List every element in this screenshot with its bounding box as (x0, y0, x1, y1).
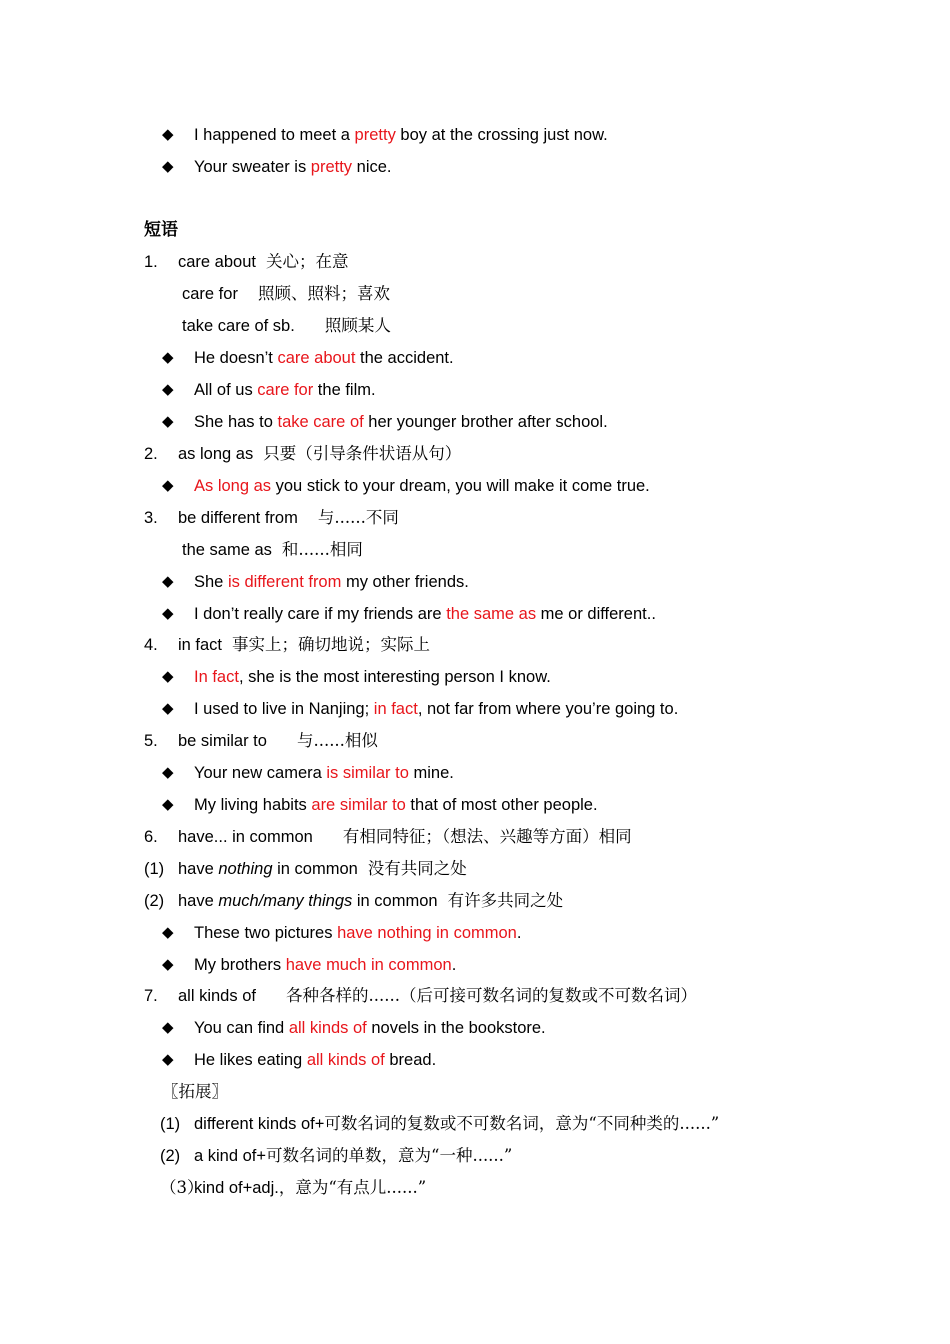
bullet-icon: ◆ (162, 700, 174, 717)
phrase: the same as (182, 541, 272, 559)
phrase: take care of sb. (182, 317, 295, 335)
phrase-heading (178, 251, 348, 273)
related-phrase (182, 283, 390, 305)
highlight: is similar to (326, 764, 409, 782)
phrase-meaning: 没有共同之处 (367, 859, 467, 878)
highlight: care for (257, 381, 314, 399)
phrase-meaning: 有许多共同之处 (447, 891, 564, 910)
text: her younger brother after school. (363, 413, 608, 431)
text: boy at the crossing just now. (395, 126, 608, 144)
example-sentence (194, 156, 392, 178)
example-sentence (194, 124, 608, 146)
text: Your new camera (194, 764, 327, 782)
highlight: pretty (310, 158, 353, 176)
text: have (178, 860, 219, 878)
highlight: in fact (373, 700, 418, 718)
related-phrase (182, 539, 363, 561)
bullet-icon: ◆ (162, 413, 174, 430)
phrase-meaning: 有相同特征；（想法、兴趣等方面）相同 (342, 827, 632, 846)
highlight: In fact (194, 668, 239, 686)
example-sentence (194, 475, 650, 497)
sub-item-number: (2) (144, 892, 165, 910)
phrase-meaning: 照顾某人 (324, 316, 391, 335)
highlight: are similar to (311, 796, 406, 814)
text: You can find (194, 1019, 289, 1037)
extension-title: 〖拓展〗 (162, 1082, 228, 1101)
phrase-meaning: 与......不同 (317, 508, 399, 527)
text: have (178, 892, 219, 910)
item-number: 4. (144, 636, 158, 654)
bullet-icon: ◆ (162, 349, 174, 366)
highlight: all kinds of (288, 1019, 367, 1037)
text: novels in the bookstore. (366, 1019, 546, 1037)
related-phrase (182, 315, 391, 337)
text: All of us (194, 381, 258, 399)
bullet-icon: ◆ (162, 924, 174, 941)
highlight: all kinds of (306, 1051, 385, 1069)
item-number: 1. (144, 253, 158, 271)
text: He likes eating (194, 1051, 307, 1069)
bullet-icon: ◆ (162, 1019, 174, 1036)
phrase-heading (178, 443, 461, 465)
highlight: the same as (446, 605, 537, 623)
text: different kinds of+ (194, 1115, 325, 1133)
highlight: As long as (194, 477, 272, 495)
text: , she is the most interesting person I know. (238, 668, 551, 686)
text: These two pictures (194, 924, 338, 942)
text: I used to live in Nanjing; (194, 700, 374, 718)
related-phrase (178, 890, 563, 912)
bullet-icon: ◆ (162, 477, 174, 494)
text: She has to (194, 413, 278, 431)
text: you stick to your dream, you will make it come true. (271, 477, 650, 495)
example-sentence (194, 666, 551, 688)
text: in common (272, 860, 358, 878)
phrase: all kinds of (178, 987, 256, 1005)
phrase-heading (178, 730, 378, 752)
highlight: have much in common (285, 956, 452, 974)
extension-item (194, 1113, 719, 1135)
example-sentence (194, 1049, 436, 1071)
item-number: 3. (144, 509, 158, 527)
phrase-meaning: 各种各样的......（后可接可数名词的复数或不可数名词） (285, 986, 697, 1005)
text: the film. (313, 381, 376, 399)
phrase-meaning: 与......相似 (296, 731, 378, 750)
bullet-icon: ◆ (162, 605, 174, 622)
text: . (451, 956, 457, 974)
phrase: in fact (178, 636, 223, 654)
italic-text: nothing (218, 860, 273, 878)
italic-text: much/many things (218, 892, 353, 910)
example-sentence (194, 1017, 546, 1039)
bullet-icon: ◆ (162, 764, 174, 781)
text: nice. (352, 158, 392, 176)
text: me or different.. (536, 605, 656, 623)
phrase: as long as (178, 445, 254, 463)
bullet-icon: ◆ (162, 956, 174, 973)
example-sentence (194, 922, 521, 944)
example-sentence (194, 347, 454, 369)
bullet-icon: ◆ (162, 668, 174, 685)
text: He doesn’t (194, 349, 278, 367)
sub-item-number: (1) (144, 860, 165, 878)
text: kind of+adj. (194, 1179, 279, 1197)
example-sentence (194, 411, 608, 433)
item-number: 7. (144, 987, 158, 1005)
phrase-heading (178, 634, 430, 656)
phrase-meaning: 关心；在意 (265, 252, 349, 271)
example-sentence (194, 571, 469, 593)
text: a kind of+ (194, 1147, 267, 1165)
text: mine. (408, 764, 454, 782)
example-sentence (194, 794, 598, 816)
highlight: pretty (354, 126, 396, 144)
text: the accident. (355, 349, 454, 367)
phrase-meaning: 和......相同 (281, 540, 363, 559)
section-heading: 短语 (144, 220, 178, 240)
highlight: take care of (277, 413, 364, 431)
text: . (516, 924, 522, 942)
example-sentence (194, 603, 656, 625)
item-number: 2. (144, 445, 158, 463)
bullet-icon: ◆ (162, 158, 174, 175)
text: I happened to meet a (194, 126, 355, 144)
phrase-heading (178, 826, 632, 848)
extension-item (194, 1145, 512, 1167)
phrase: have... in common (178, 828, 313, 846)
text: , not far from where you’re going to. (417, 700, 679, 718)
phrase-heading (178, 507, 399, 529)
sub-item-number: (1) (160, 1115, 181, 1133)
phrase-meaning: 只要（引导条件状语从句） (263, 444, 462, 463)
bullet-icon: ◆ (162, 381, 174, 398)
text: 可数名词的复数或不可数名词，意为“不同种类的......” (324, 1114, 720, 1133)
text: She (194, 573, 228, 591)
bullet-icon: ◆ (162, 796, 174, 813)
bullet-icon: ◆ (162, 126, 174, 143)
item-number: 5. (144, 732, 158, 750)
text: I don’t really care if my friends are (194, 605, 447, 623)
bullet-icon: ◆ (162, 1051, 174, 1068)
example-sentence (194, 762, 454, 784)
text: bread. (384, 1051, 437, 1069)
text: my other friends. (341, 573, 469, 591)
phrase: care about (178, 253, 256, 271)
phrase: care for (182, 285, 238, 303)
text: My brothers (194, 956, 286, 974)
text: 可数名词的单数，意为“一种......” (266, 1146, 513, 1165)
text: Your sweater is (194, 158, 311, 176)
bullet-icon: ◆ (162, 573, 174, 590)
item-number: 6. (144, 828, 158, 846)
example-sentence (194, 698, 678, 720)
example-sentence (194, 379, 376, 401)
highlight: care about (277, 349, 356, 367)
phrase-meaning: 照顾、照料；喜欢 (257, 284, 390, 303)
sub-item-number: （3） (160, 1178, 204, 1197)
sub-item-number: (2) (160, 1147, 181, 1165)
text: in common (352, 892, 438, 910)
example-sentence (194, 954, 456, 976)
phrase-meaning: 事实上；确切地说；实际上 (232, 635, 431, 654)
text: My living habits (194, 796, 312, 814)
extension-item (194, 1177, 426, 1199)
highlight: is different from (227, 573, 342, 591)
text: that of most other people. (405, 796, 598, 814)
phrase: be different from (178, 509, 298, 527)
phrase: be similar to (178, 732, 267, 750)
phrase-heading (178, 985, 697, 1007)
related-phrase (178, 858, 467, 880)
highlight: have nothing in common (337, 924, 517, 942)
text: ，意为“有点儿......” (278, 1178, 427, 1197)
